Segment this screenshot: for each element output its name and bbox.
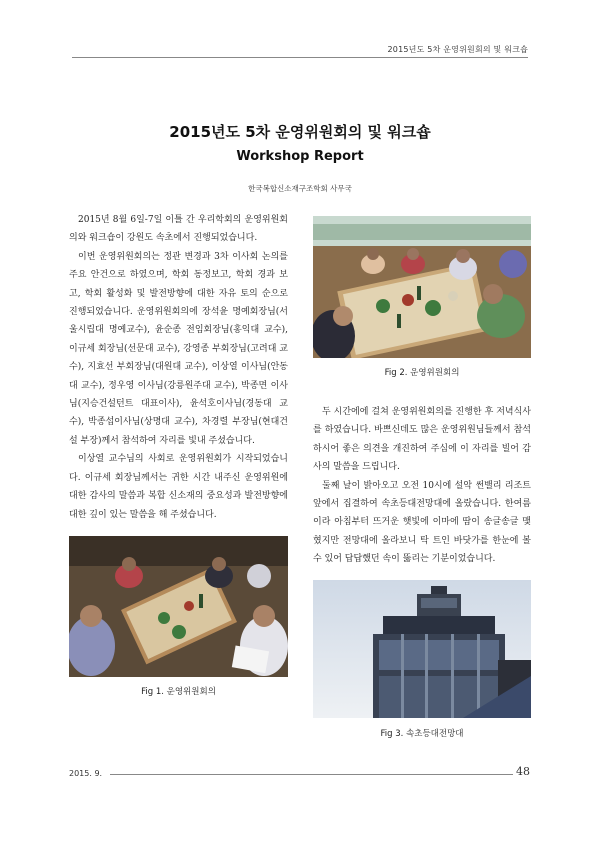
right-column: [313, 403, 531, 569]
header-rule: [72, 57, 528, 58]
figure-3-photo: [313, 580, 531, 718]
paragraph: 2015년 8월 6일-7일 이틀 간 우리학회의 운영위원회의와 워크숍이 강원도 속초에서 진행되었습니다.: [69, 215, 288, 244]
left-column: [69, 211, 288, 524]
paragraph: 두 시간에에 걸쳐 운영위원회의를 진행한 후 저녁식사를 하였습니다. 바쁘신데도 많은 운영위원님들께서 참석하시어 좋은 의견을 개진하여 주심에 이 자리를 빌어 감사의 말씀을 드립니다.: [313, 407, 531, 473]
article-title: 2015년도 5차 운영위원회의 및 워크숍: [169, 123, 431, 141]
paragraph: 이번 운영위원회의는 정관 변경과 3차 이사회 논의를 주요 안건으로 하였으며, 학회 동정보고, 학회 경과 보고, 학회 활성화 및 발전방향에 대한 자유 토의 순으로 진행되었습니다. 운영위원회의에 장석윤 명예회장님(서울시립대 명예교수), 윤순종 전임회장님(홍익대 교수), 이규세 회장님(선문대 교수), 강영종 부회장님(고려대 교수), 지효선 부회장님(대원대 교수), 이상열 이사님(안동대 교수), 정우영 이사님(강릉원주대 교수), 박종면 이사님(지승건설턴트 대표이사), 윤석호이사님(경동대 교수), 박종섭이사님(상명대 교수), 차경렬 부장님(현대건설 부장)께서 참석하여 자리를 빛내 주셨습니다.: [69, 251, 288, 446]
paragraph: 이상열 교수님의 사회로 운영위원회가 시작되었습니다. 이규세 회장님께서는 귀한 시간 내주신 운영위원에 대한 감사의 말씀과 복합 신소재의 중요성과 발전방향에 대한 깊이 있는 말씀을 해 주셨습니다.: [69, 454, 288, 520]
footer-date: 2015. 9.: [69, 769, 103, 778]
page-number: 48: [516, 765, 530, 778]
figure-2-photo: [313, 216, 531, 358]
figure-1-photo: [69, 536, 288, 677]
paragraph: 둘째 날이 밝아오고 오전 10시에 설악 썬밸리 리조트 앞에서 집결하여 속초등대전망대에 올랐습니다. 한여름이라 아침부터 뜨거운 햇빛에 이마에 땀이 송글송글 맺혔지만 전망대에 올라보니 탁 트인 바닷가를 한눈에 볼 수 있어 답답했던 속이 뚫리는 기분이었습니다.: [313, 480, 531, 565]
figure-2-caption: Fig 2. 운영위원회의: [384, 368, 460, 378]
article-subtitle: Workshop Report: [236, 149, 364, 164]
running-header: 2015년도 5차 운영위원회의 및 워크숍: [387, 45, 528, 54]
figure-3-caption: Fig 3. 속초등대전망대: [380, 729, 464, 739]
footer-rule: [110, 774, 513, 775]
article-author: 한국복합신소재구조학회 사무국: [248, 184, 352, 193]
figure-1-caption: Fig 1. 운영위원회의: [141, 687, 216, 697]
